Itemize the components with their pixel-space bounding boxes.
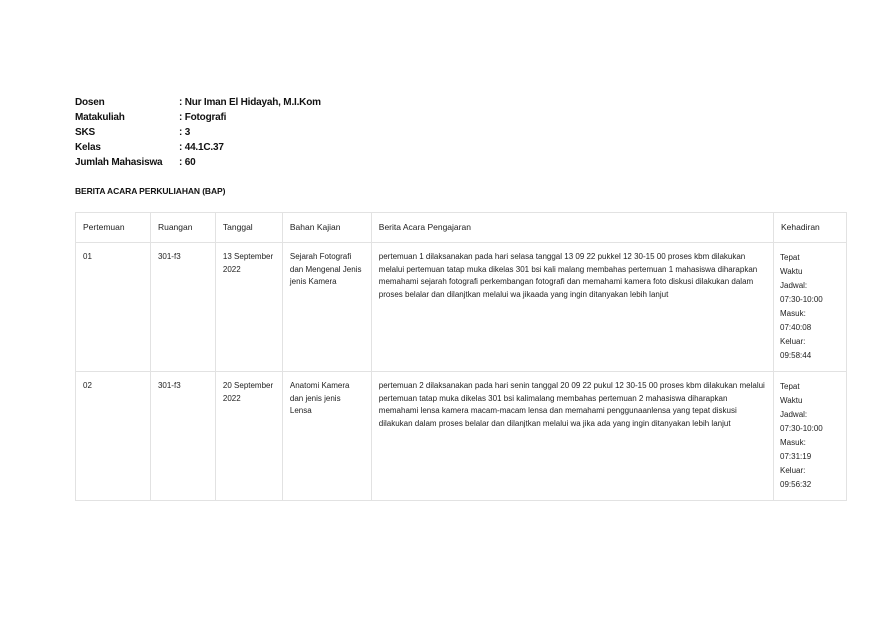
- course-info: [75, 95, 321, 170]
- info-value: : Fotografi: [179, 112, 227, 123]
- kehadiran-status: Waktu: [780, 267, 803, 276]
- cell-pertemuan: 02: [76, 372, 151, 501]
- header-ruangan: Ruangan: [150, 213, 215, 243]
- header-tanggal: Tanggal: [215, 213, 282, 243]
- jadwal-value: 07:30-10:00: [780, 295, 823, 304]
- jadwal-label: Jadwal:: [780, 281, 808, 290]
- info-value: : 44.1C.37: [179, 142, 224, 153]
- kehadiran-status: Waktu: [780, 396, 803, 405]
- info-value: : Nur Iman El Hidayah, M.I.Kom: [179, 97, 321, 108]
- masuk-label: Masuk:: [780, 438, 806, 447]
- table-row: [76, 243, 847, 372]
- info-row-kelas: [75, 140, 321, 155]
- keluar-value: 09:58:44: [780, 351, 812, 360]
- info-value: : 3: [179, 127, 191, 138]
- cell-bahan-kajian: Sejarah Fotografi dan Mengenal Jenis jenis Kamera: [282, 243, 371, 372]
- info-value: : 60: [179, 157, 196, 168]
- cell-bahan-kajian: Anatomi Kamera dan jenis jenis Lensa: [282, 372, 371, 501]
- header-bahan-kajian: Bahan Kajian: [282, 213, 371, 243]
- bap-title: BERITA ACARA PERKULIAHAN (BAP): [75, 186, 226, 196]
- info-label: Matakuliah: [75, 112, 125, 123]
- masuk-label: Masuk:: [780, 309, 806, 318]
- cell-tanggal: 13 September 2022: [215, 243, 282, 372]
- info-row-dosen: [75, 95, 321, 110]
- cell-ruangan: 301-f3: [150, 372, 215, 501]
- bap-table: [75, 212, 847, 501]
- info-label: Dosen: [75, 97, 105, 108]
- masuk-value: 07:31:19: [780, 452, 812, 461]
- jadwal-value: 07:30-10:00: [780, 424, 823, 433]
- masuk-value: 07:40:08: [780, 323, 812, 332]
- table-header-row: [76, 213, 847, 243]
- cell-berita-acara: pertemuan 1 dilaksanakan pada hari selasa tanggal 13 09 22 pukkel 12 30-15 00 proses kbm dilakukan melalui pertemuan tatap muka dikelas 301 bsi kali malang membahas pertemuan 1 mahasiswa diharapkan memahami sejarah fotografi perkembangan fotografi dan memahami kamera foto diskusi dilakukan dalam proses belalar dan dilanjtkan melalui wa jikaada yang ingin ditanyakan lebih lanjut: [371, 243, 773, 372]
- cell-kehadiran: [774, 243, 847, 372]
- kehadiran-status: Tepat: [780, 253, 800, 262]
- table-row: [76, 372, 847, 501]
- info-row-sks: [75, 125, 321, 140]
- keluar-label: Keluar:: [780, 337, 806, 346]
- kehadiran-status: Tepat: [780, 382, 800, 391]
- keluar-value: 09:56:32: [780, 480, 812, 489]
- cell-berita-acara: pertemuan 2 dilaksanakan pada hari senin tanggal 20 09 22 pukul 12 30-15 00 proses kbm dilakukan melalui pertemuan tatap muka dikelas 301 bsi kalimalang membahas pertemuan 2 mahasiswa diharapkan memahami lensa kamera macam-macam lensa dan memahami penggunaanlensa yang tepat diskusi dilakukan dalam proses belalar dan dilanjtkan melalui wa jika ada yang ingin ditanyakan lebih lanjut: [371, 372, 773, 501]
- info-row-jumlah-mahasiswa: [75, 155, 321, 170]
- header-pertemuan: Pertemuan: [76, 213, 151, 243]
- info-label: SKS: [75, 127, 95, 138]
- header-berita-acara: Berita Acara Pengajaran: [371, 213, 773, 243]
- cell-kehadiran: [774, 372, 847, 501]
- cell-tanggal: 20 September 2022: [215, 372, 282, 501]
- cell-ruangan: 301-f3: [150, 243, 215, 372]
- info-row-matakuliah: [75, 110, 321, 125]
- header-kehadiran: Kehadiran: [774, 213, 847, 243]
- info-label: Kelas: [75, 142, 101, 153]
- jadwal-label: Jadwal:: [780, 410, 808, 419]
- info-label: Jumlah Mahasiswa: [75, 157, 163, 168]
- keluar-label: Keluar:: [780, 466, 806, 475]
- cell-pertemuan: 01: [76, 243, 151, 372]
